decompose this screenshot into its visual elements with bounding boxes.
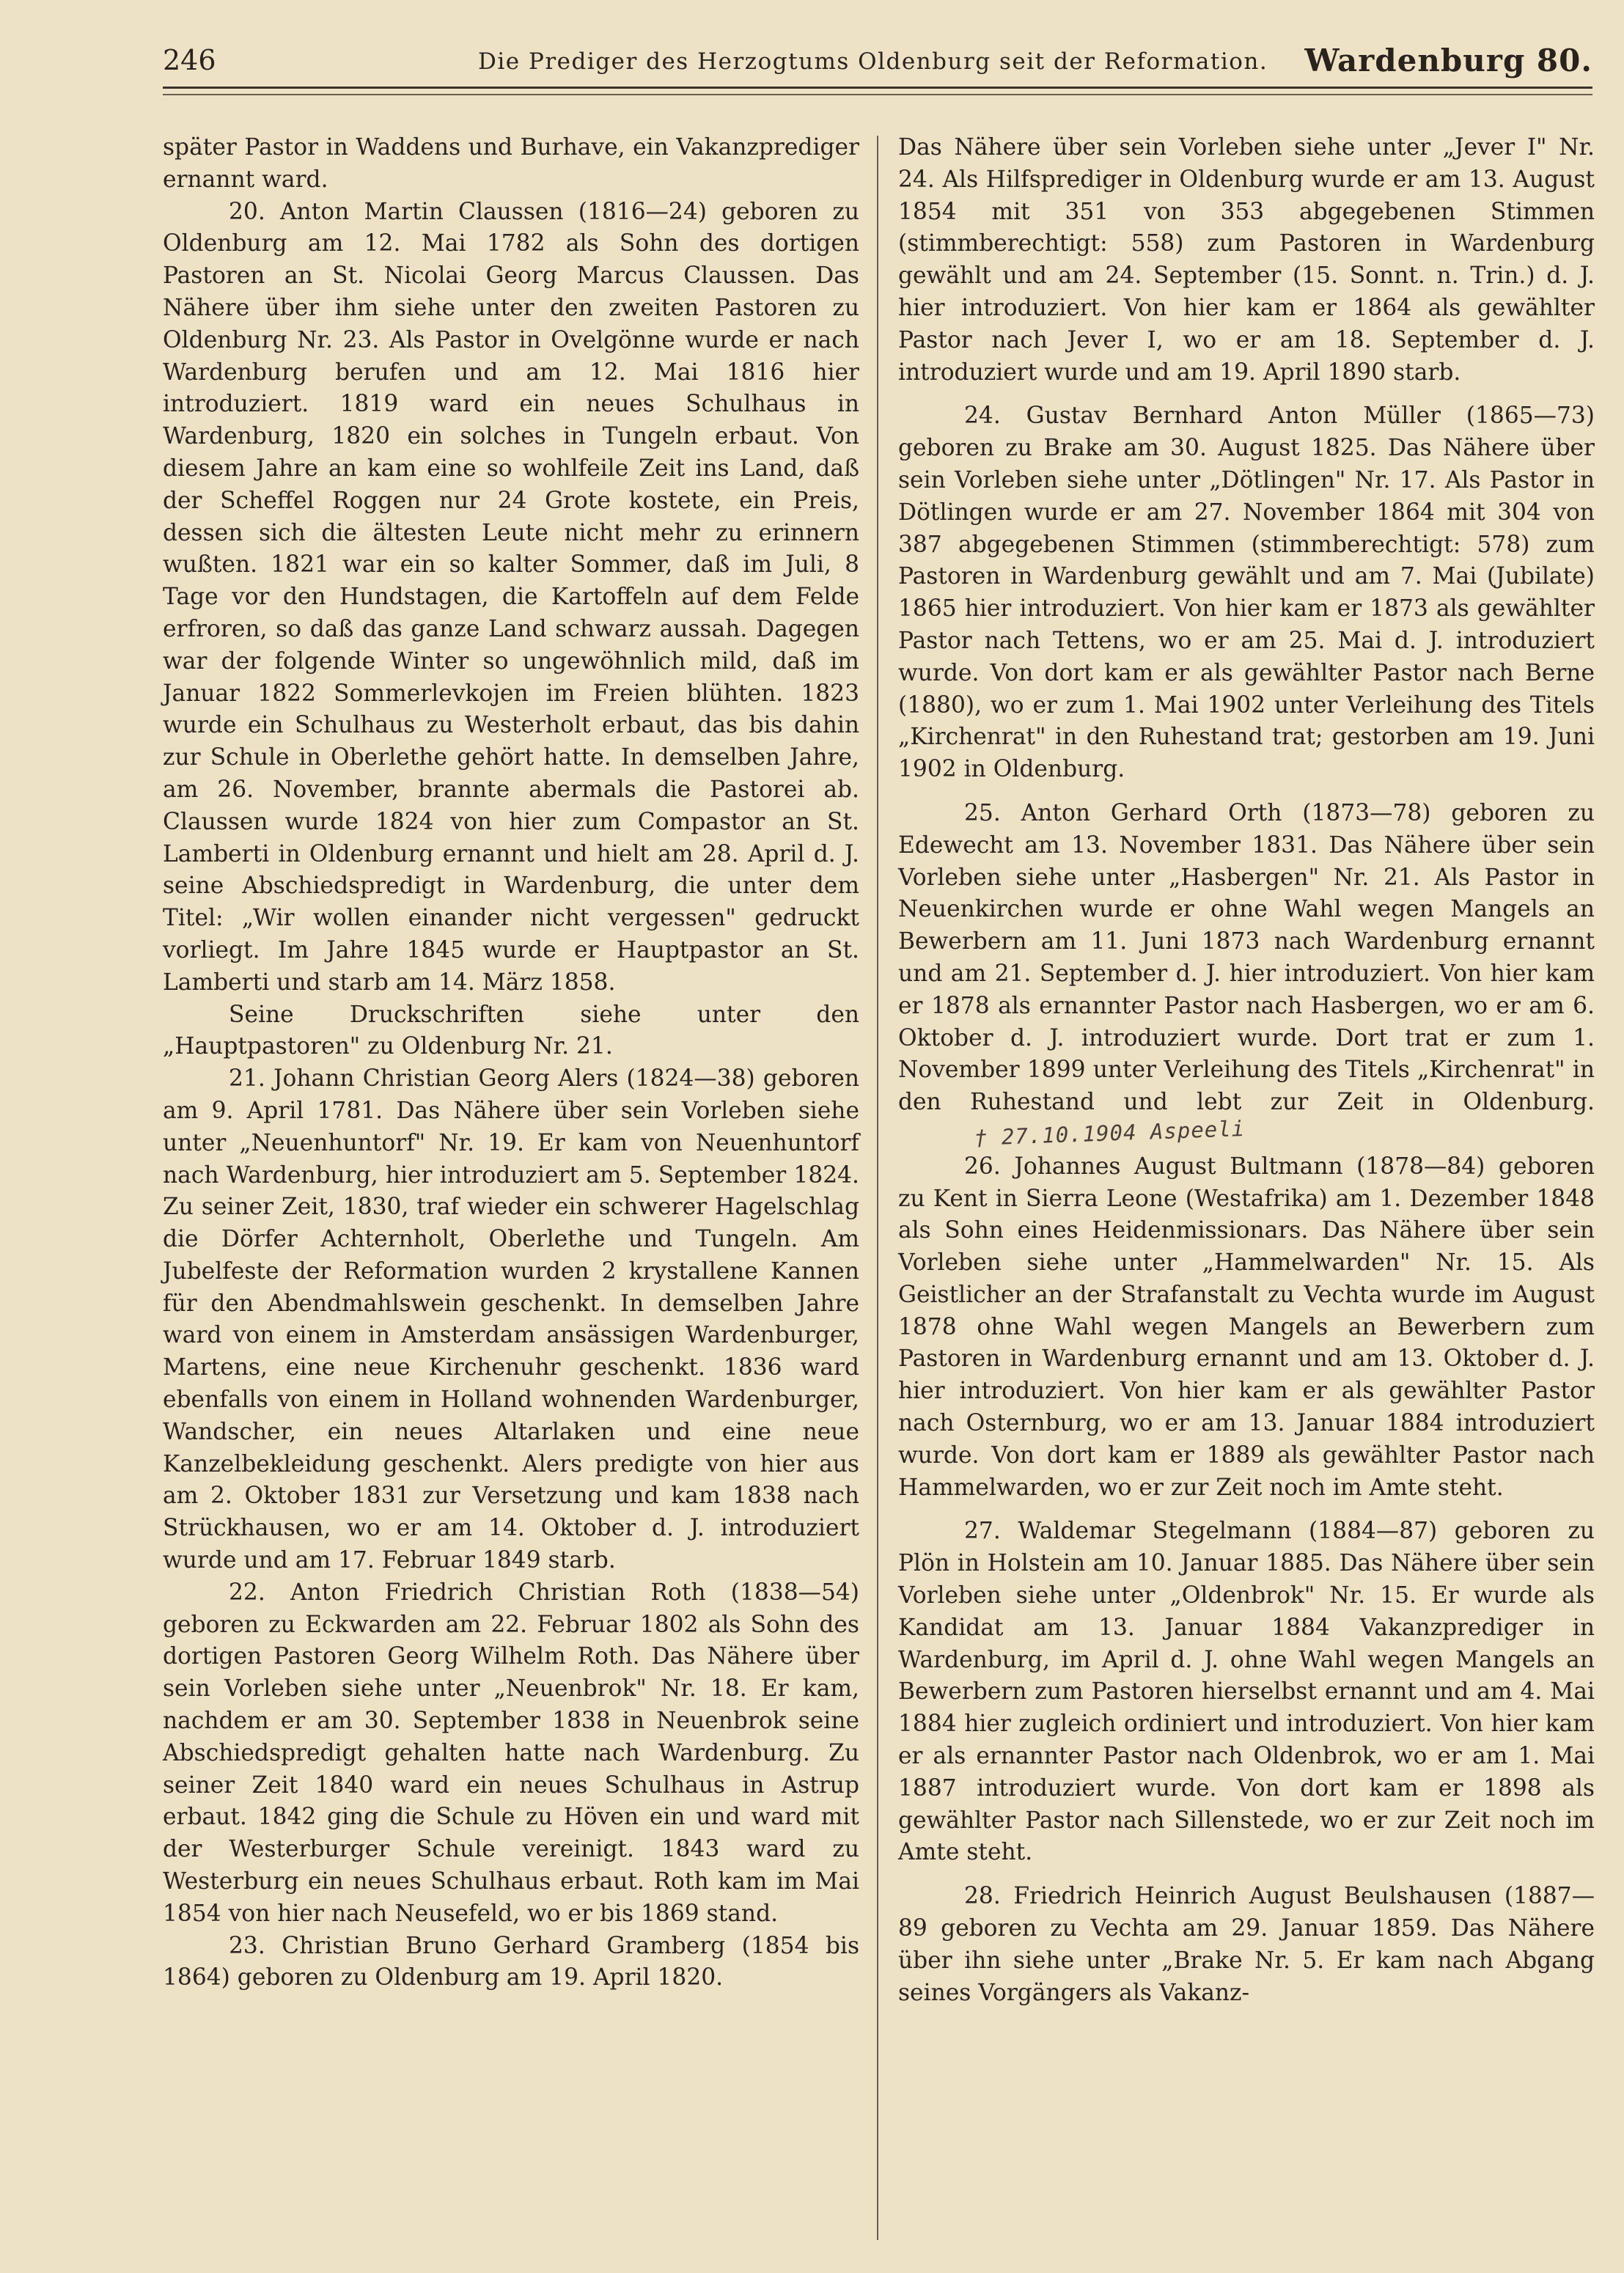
- paragraph-r0: Das Nähere über sein Vorleben siehe unter „Jever I" Nr. 24. Als Hilfsprediger in Oldenburg wurde er am 13. August 1854 mit 351 von 353 abgegebenen Stimmen (stimmberechtigt: 558) zum Pastoren in Wardenburg gewählt und am 24. September (15. Sonnt. n. Trin.) d. J. hier introduziert. Von hier kam er 1864 als gewählter Pastor nach Jever I, wo er am 18. September d. J. introduziert wurde und am 19. April 1890 starb.: [898, 134, 1595, 386]
- paragraph-l4: 22. Anton Friedrich Christian Roth (1838—54) geboren zu Eckwarden am 22. Februar 1802 als Sohn des dortigen Pastoren Georg Wilhelm Roth. Das Nähere über sein Vorleben siehe unter „Neuenbrok" Nr. 18. Er kam, nachdem er am 30. September 1838 in Neuenbrok seine Abschiedspredigt gehalten hatte nach Wardenburg. Zu seiner Zeit 1840 ward ein neues Schulhaus in Astrup erbaut. 1842 ging die Schule zu Höven ein und ward mit der Westerburger Schule vereinigt. 1843 ward zu Westerburg ein neues Schulhaus erbaut. Roth kam im Mai 1854 von hier nach Neusefeld, wo er bis 1869 stand.: [163, 1579, 859, 1927]
- handwritten-note: † 27.10.1904 Aspeeli: [974, 1115, 1246, 1150]
- paragraph-r5: 28. Friedrich Heinrich August Beulshausen (1887—89 geboren zu Vechta am 29. Januar 1859. Das Nähere über ihn siehe unter „Brake Nr. 5. Er kam nach Abgang seines Vorgängers als Vakanz-: [898, 1883, 1595, 2006]
- paragraph-r2-text: 25. Anton Gerhard Orth (1873—78) geboren zu Edewecht am 13. November 1831. Das Nähere über sein Vorleben siehe unter „Hasbergen" Nr. 21. Als Pastor in Neuenkirchen wurde er ohne Wahl wegen Mangels an Bewerbern am 11. Juni 1873 nach Wardenburg ernannt und am 21. September d. J. hier introduziert. Von hier kam er 1878 als ernannter Pastor nach Hasbergen, wo er am 6. Oktober d. J. introduziert wurde. Dort trat er zum 1. November 1899 unter Verleihung des Titels „Kirchenrat" in den Ruhestand und lebt zur Zeit in Oldenburg.: [898, 799, 1595, 1116]
- section-label: Wardenburg 80.: [1304, 43, 1592, 78]
- paragraph-l1: 20. Anton Martin Claussen (1816—24) geboren zu Oldenburg am 12. Mai 1782 als Sohn des dortigen Pastoren an St. Nicolai Georg Marcus Claussen. Das Nähere über ihm siehe unter den zweiten Pastoren zu Oldenburg Nr. 23. Als Pastor in Ovelgönne wurde er nach Wardenburg berufen und am 12. Mai 1816 hier introduziert. 1819 ward ein neues Schulhaus in Wardenburg, 1820 ein solches in Tungeln erbaut. Von diesem Jahre an kam eine so wohlfeile Zeit ins Land, daß der Scheffel Roggen nur 24 Grote kostete, ein Preis, dessen sich die ältesten Leute nicht mehr zu erinnern wußten. 1821 war ein so kalter Sommer, daß im Juli, 8 Tage vor den Hundstagen, die Kartoffeln auf dem Felde erfroren, so daß das ganze Land schwarz aussah. Dagegen war der folgende Winter so ungewöhnlich mild, daß im Januar 1822 Sommerlevkojen im Freien blühten. 1823 wurde ein Schulhaus zu Westerholt erbaut, das bis dahin zur Schule in Oberlethe gehört hatte. In demselben Jahre, am 26. November, brannte abermals die Pastorei ab. Claussen wurde 1824 von hier zum Compastor an St. Lamberti in Oldenburg ernannt und hielt am 28. April d. J. seine Abschiedspredigt in Wardenburg, die unter dem Titel: „Wir wollen einander nicht vergessen" gedruckt vorliegt. Im Jahre 1845 wurde er Hauptpastor an St. Lamberti und starb am 14. März 1858.: [163, 198, 859, 996]
- paragraph-l0: später Pastor in Waddens und Burhave, ein Vakanzprediger ernannt ward.: [163, 134, 859, 193]
- page-number: 246: [163, 44, 216, 76]
- column-divider: [877, 136, 878, 2240]
- left-column: [163, 132, 859, 1994]
- paragraph-r1: 24. Gustav Bernhard Anton Müller (1865—73) geboren zu Brake am 30. August 1825. Das Nähere über sein Vorleben siehe unter „Dötlingen" Nr. 17. Als Pastor in Dötlingen wurde er am 27. November 1864 mit 304 von 387 abgegebenen Stimmen (stimmberechtigt: 578) zum Pastoren in Wardenburg gewählt und am 7. Mai (Jubilate) 1865 hier introduziert. Von hier kam er 1873 als gewählter Pastor nach Tettens, wo er am 25. Mai d. J. introduziert wurde. Von dort kam er als gewählter Pastor nach Berne (1880), wo er zum 1. Mai 1902 unter Verleihung des Titels „Kirchenrat" in den Ruhestand trat; gestorben am 19. Juni 1902 in Oldenburg.: [898, 403, 1595, 783]
- paragraph-l2: Seine Druckschriften siehe unter den „Hauptpastoren" zu Oldenburg Nr. 21.: [163, 1001, 859, 1060]
- running-title: Die Prediger des Herzogtums Oldenburg seit der Reformation.: [478, 48, 1268, 75]
- paragraph-r2: [898, 798, 1595, 1151]
- paragraph-r3: 26. Johannes August Bultmann (1878—84) geboren zu Kent in Sierra Leone (Westafrika) am 1. Dezember 1848 als Sohn eines Heidenmissionars. Das Nähere über sein Vorleben siehe unter „Hammelwarden" Nr. 15. Als Geistlicher an der Strafanstalt zu Vechta wurde im August 1878 ohne Wahl wegen Mangels an Bewerbern zum Pastoren in Wardenburg ernannt und am 13. Oktober d. J. hier introduziert. Von hier kam er als gewählter Pastor nach Osternburg, wo er am 13. Januar 1884 introduziert wurde. Von dort kam er 1889 als gewählter Pastor nach Hammelwarden, wo er zur Zeit noch im Amte steht.: [898, 1153, 1595, 1501]
- right-column: [898, 132, 1595, 2009]
- running-header: [163, 43, 1592, 89]
- header-rule: [163, 94, 1592, 95]
- paragraph-l3: 21. Johann Christian Georg Alers (1824—38) geboren am 9. April 1781. Das Nähere über sein Vorleben siehe unter „Neuenhuntorf" Nr. 19. Er kam von Neuenhuntorf nach Wardenburg, hier introduziert am 5. September 1824. Zu seiner Zeit, 1830, traf wieder ein schwerer Hagelschlag die Dörfer Achternholt, Oberlethe und Tungeln. Am Jubelfeste der Reformation wurden 2 krystallene Kannen für den Abendmahlswein geschenkt. In demselben Jahre ward von einem in Amsterdam ansässigen Wardenburger, Martens, eine neue Kirchenuhr geschenkt. 1836 ward ebenfalls von einem in Holland wohnenden Wardenburger, Wandscher, ein neues Altarlaken und eine neue Kanzelbekleidung geschenkt. Alers predigte von hier aus am 2. Oktober 1831 zur Versetzung und kam 1838 nach Strückhausen, wo er am 14. Oktober d. J. introduziert wurde und am 17. Februar 1849 starb.: [163, 1065, 859, 1574]
- paragraph-r4: 27. Waldemar Stegelmann (1884—87) geboren zu Plön in Holstein am 10. Januar 1885. Das Nähere über sein Vorleben siehe unter „Oldenbrok" Nr. 15. Er wurde als Kandidat am 13. Januar 1884 Vakanzprediger in Wardenburg, im April d. J. ohne Wahl wegen Mangels an Bewerbern zum Pastoren hierselbst ernannt und am 4. Mai 1884 hier zugleich ordiniert und introduziert. Von hier kam er als ernannter Pastor nach Oldenbrok, wo er am 1. Mai 1887 introduziert wurde. Von dort kam er 1898 als gewählter Pastor nach Sillenstede, wo er zur Zeit noch im Amte steht.: [898, 1518, 1595, 1866]
- paragraph-l5: 23. Christian Bruno Gerhard Gramberg (1854 bis 1864) geboren zu Oldenburg am 19. April 1820.: [163, 1932, 859, 1991]
